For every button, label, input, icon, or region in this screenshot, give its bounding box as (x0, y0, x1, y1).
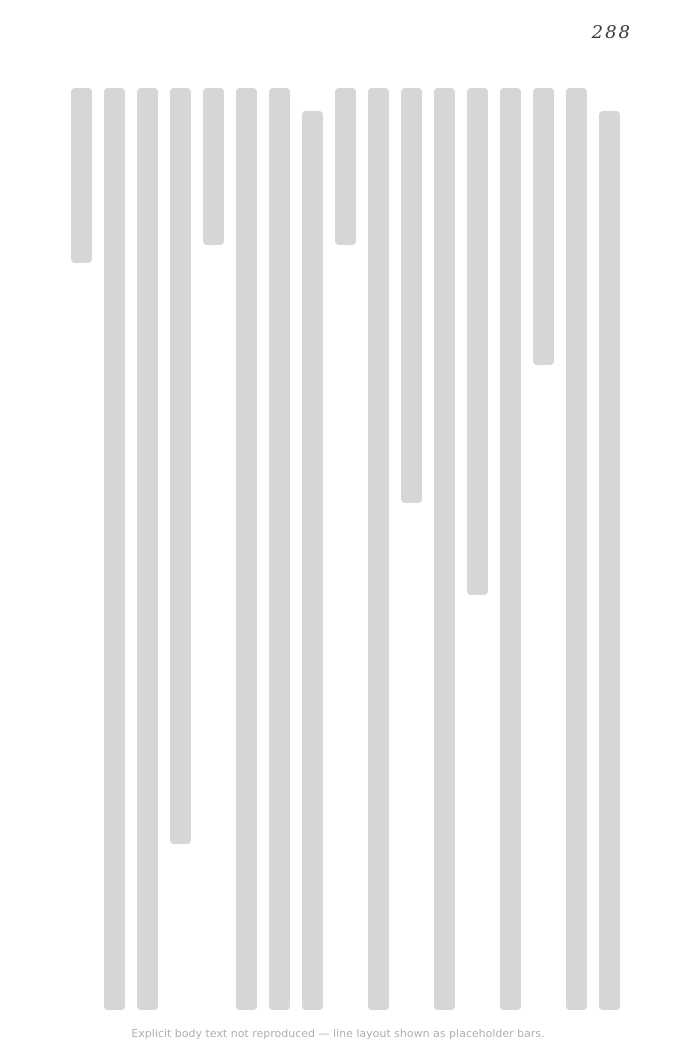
page-number: 288 (591, 22, 632, 43)
text-line-10-redacted (302, 111, 323, 1010)
text-line-16-redacted (104, 88, 125, 1010)
text-line-11-redacted (269, 88, 290, 1010)
text-line-1-redacted (599, 111, 620, 1010)
text-line-15-redacted (137, 88, 158, 1010)
content-redacted-note: Explicit body text not reproduced — line layout shown as placeholder bars. (131, 1027, 545, 1040)
text-line-12-redacted (236, 88, 257, 1010)
text-line-14-redacted (170, 88, 191, 844)
text-line-8-redacted (368, 88, 389, 1010)
text-line-7-redacted (401, 88, 422, 503)
text-line-4-redacted (500, 88, 521, 1010)
vertical-text-body (50, 88, 620, 1010)
text-line-3-redacted (533, 88, 554, 365)
text-line-5-redacted (467, 88, 488, 595)
text-line-6-redacted (434, 88, 455, 1010)
text-line-17-redacted (71, 88, 92, 263)
text-line-9-redacted (335, 88, 356, 245)
text-line-2-redacted (566, 88, 587, 1010)
text-line-13-redacted (203, 88, 224, 245)
